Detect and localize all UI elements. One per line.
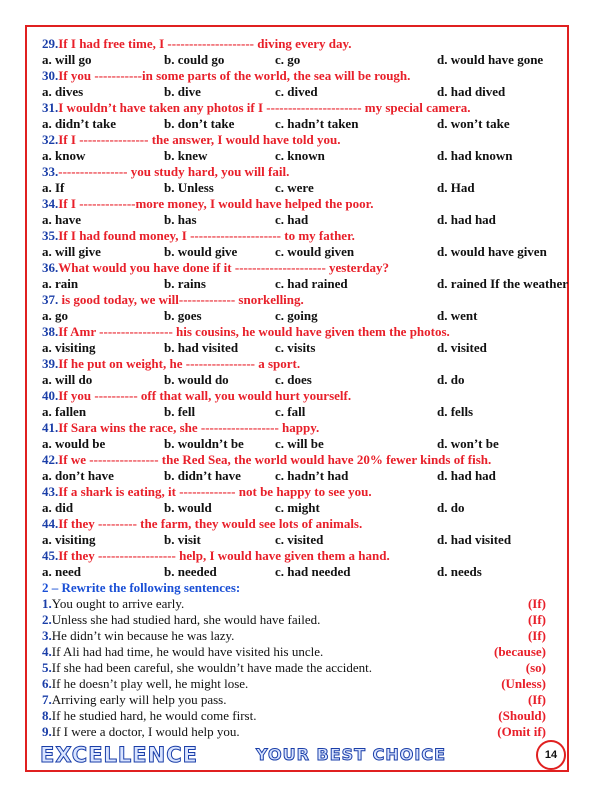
- question-number: 45.: [42, 548, 59, 563]
- option-a: a. go: [42, 308, 68, 323]
- question-text: If I had free time, I -------------------- diving every day.: [58, 36, 352, 51]
- rewrite-item: [42, 612, 552, 628]
- rewrite-item: [42, 676, 552, 692]
- rewrite-number: 4.: [42, 644, 52, 659]
- rewrite-text: If Ali had had time, he would have visited his uncle.: [51, 644, 324, 659]
- question-stem: [42, 452, 552, 468]
- options-row: [42, 564, 552, 580]
- best-choice-banner: YOUR BEST CHOICE: [256, 745, 446, 764]
- option-b: b. dive: [164, 84, 201, 99]
- option-b: b. had visited: [164, 340, 239, 355]
- option-c: c. visits: [275, 340, 316, 355]
- rewrite-hint: (If): [527, 596, 546, 611]
- option-a: a. have: [42, 212, 81, 227]
- question-number: 42.: [42, 452, 59, 467]
- section-heading: 2 – Rewrite the following sentences:: [42, 580, 241, 595]
- question-stem: [42, 132, 552, 148]
- option-a: a. rain: [42, 276, 79, 291]
- rewrite-text: If he doesn’t play well, he might lose.: [51, 676, 249, 691]
- question-text: If Amr ----------------- his cousins, he would have given them the photos.: [58, 324, 450, 339]
- option-d: d. had known: [437, 148, 513, 163]
- question-number: 35.: [42, 228, 59, 243]
- option-d: d. Had: [437, 180, 475, 195]
- page-number-badge: 14: [536, 740, 566, 770]
- option-c: c. might: [275, 500, 320, 515]
- question-text: If a shark is eating, it ------------- not be happy to see you.: [58, 484, 372, 499]
- rewrite-text: Unless she had studied hard, she would have failed.: [51, 612, 321, 627]
- rewrite-hint: (Omit if): [497, 724, 546, 739]
- rewrite-hint: (If): [527, 612, 546, 627]
- option-b: b. has: [164, 212, 197, 227]
- option-a: a. will give: [42, 244, 101, 259]
- option-d: d. had dived: [437, 84, 506, 99]
- option-c: c. were: [275, 180, 314, 195]
- option-c: c. had: [275, 212, 309, 227]
- options-row: [42, 500, 552, 516]
- excellence-banner: EXCELLENCE: [40, 743, 198, 767]
- rewrite-item: [42, 628, 552, 644]
- option-c: c. visited: [275, 532, 324, 547]
- question-number: 32.: [42, 132, 59, 147]
- option-a: a. would be: [42, 436, 106, 451]
- rewrite-hint: (so): [525, 660, 546, 675]
- question-text: I wouldn’t have taken any photos if I ---------------------- my special camera.: [58, 100, 471, 115]
- question-text: If Sara wins the race, she ------------------ happy.: [58, 420, 320, 435]
- rewrite-number: 9.: [42, 724, 52, 739]
- option-c: c. hadn’t had: [275, 468, 349, 483]
- question-text: If they ------------------ help, I would have given them a hand.: [58, 548, 390, 563]
- question-stem: [42, 260, 552, 276]
- option-a: a. did: [42, 500, 74, 515]
- option-d: d. visited: [437, 340, 487, 355]
- option-b: b. visit: [164, 532, 201, 547]
- option-b: b. could go: [164, 52, 225, 67]
- option-a: a. If: [42, 180, 65, 195]
- rewrite-item: [42, 692, 552, 708]
- rewrite-text: He didn’t win because he was lazy.: [51, 628, 235, 643]
- option-c: c. does: [275, 372, 312, 387]
- question-stem: [42, 420, 552, 436]
- option-c: c. will be: [275, 436, 324, 451]
- option-b: b. rains: [164, 276, 206, 291]
- question-number: 30.: [42, 68, 59, 83]
- option-b: b. knew: [164, 148, 208, 163]
- option-d: d. rained If the weather: [437, 276, 569, 291]
- question-number: 36.: [42, 260, 59, 275]
- rewrite-hint: (Unless): [501, 676, 546, 691]
- options-row: [42, 404, 552, 420]
- question-stem: [42, 516, 552, 532]
- rewrite-item: [42, 724, 552, 740]
- options-row: [42, 468, 552, 484]
- option-a: a. fallen: [42, 404, 87, 419]
- question-text: If I -------------more money, I would have helped the poor.: [58, 196, 374, 211]
- question-stem: [42, 68, 552, 84]
- question-text: If you -----------in some parts of the world, the sea will be rough.: [58, 68, 411, 83]
- rewrite-hint: (If): [527, 628, 546, 643]
- options-row: [42, 244, 552, 260]
- options-row: [42, 436, 552, 452]
- option-c: c. would given: [275, 244, 355, 259]
- question-number: 38.: [42, 324, 59, 339]
- question-number: 33.: [42, 164, 59, 179]
- rewrite-item: [42, 644, 552, 660]
- question-text: is good today, we will------------- snorkelling.: [58, 292, 304, 307]
- option-d: d. would have given: [437, 244, 547, 259]
- option-a: a. visiting: [42, 340, 96, 355]
- question-stem: [42, 484, 552, 500]
- option-d: d. had had: [437, 468, 496, 483]
- options-row: [42, 148, 552, 164]
- question-stem: [42, 36, 552, 52]
- question-text: If you ---------- off that wall, you would hurt yourself.: [58, 388, 352, 403]
- option-d: d. would have gone: [437, 52, 544, 67]
- rewrite-item: [42, 660, 552, 676]
- question-number: 44.: [42, 516, 59, 531]
- rewrite-number: 3.: [42, 628, 52, 643]
- options-row: [42, 52, 552, 68]
- options-row: [42, 180, 552, 196]
- option-a: a. know: [42, 148, 86, 163]
- question-text: What would you have done if it --------------------- yesterday?: [58, 260, 389, 275]
- options-row: [42, 340, 552, 356]
- rewrite-text: You ought to arrive early.: [51, 596, 185, 611]
- question-number: 31.: [42, 100, 59, 115]
- rewrite-item: [42, 708, 552, 724]
- rewrite-number: 5.: [42, 660, 52, 675]
- option-d: d. do: [437, 372, 465, 387]
- rewrite-number: 8.: [42, 708, 52, 723]
- option-b: b. would do: [164, 372, 229, 387]
- question-text: ---------------- you study hard, you will fail.: [58, 164, 290, 179]
- option-d: d. needs: [437, 564, 482, 579]
- question-stem: [42, 292, 552, 308]
- option-b: b. would: [164, 500, 212, 515]
- rewrite-number: 6.: [42, 676, 52, 691]
- question-stem: [42, 164, 552, 180]
- rewrite-hint: (because): [494, 644, 546, 659]
- question-number: 43.: [42, 484, 59, 499]
- options-row: [42, 276, 569, 292]
- rewrite-hint: (If): [527, 692, 546, 707]
- option-d: d. do: [437, 500, 465, 515]
- question-stem: [42, 228, 552, 244]
- option-c: c. hadn’t taken: [275, 116, 359, 131]
- question-stem: [42, 388, 552, 404]
- option-c: c. going: [275, 308, 318, 323]
- question-stem: [42, 324, 552, 340]
- question-stem: [42, 100, 552, 116]
- option-b: b. fell: [164, 404, 196, 419]
- option-a: a. need: [42, 564, 81, 579]
- rewrite-number: 2.: [42, 612, 52, 627]
- option-d: d. had visited: [437, 532, 512, 547]
- option-b: b. would give: [164, 244, 238, 259]
- option-d: d. won’t be: [437, 436, 499, 451]
- option-d: d. won’t take: [437, 116, 510, 131]
- rewrite-list: [42, 596, 552, 740]
- option-a: a. don’t have: [42, 468, 114, 483]
- option-b: b. Unless: [164, 180, 214, 195]
- option-a: a. visiting: [42, 532, 96, 547]
- options-row: [42, 84, 552, 100]
- question-number: 37.: [42, 292, 59, 307]
- options-row: [42, 116, 552, 132]
- question-number: 29.: [42, 36, 59, 51]
- question-text: If we ---------------- the Red Sea, the world would have 20% fewer kinds of fish.: [58, 452, 492, 467]
- option-a: a. dives: [42, 84, 84, 99]
- rewrite-text: If I were a doctor, I would help you.: [51, 724, 240, 739]
- options-row: [42, 372, 552, 388]
- option-a: a. will do: [42, 372, 93, 387]
- rewrite-number: 1.: [42, 596, 52, 611]
- option-c: c. had rained: [275, 276, 348, 291]
- option-b: b. needed: [164, 564, 217, 579]
- option-a: a. will go: [42, 52, 92, 67]
- question-number: 39.: [42, 356, 59, 371]
- option-b: b. didn’t have: [164, 468, 241, 483]
- question-text: If I had found money, I --------------------- to my father.: [58, 228, 355, 243]
- option-c: c. fall: [275, 404, 306, 419]
- option-c: c. had needed: [275, 564, 351, 579]
- option-d: d. fells: [437, 404, 474, 419]
- options-row: [42, 532, 552, 548]
- option-c: c. known: [275, 148, 325, 163]
- option-d: d. went: [437, 308, 478, 323]
- question-number: 41.: [42, 420, 59, 435]
- question-text: If he put on weight, he ---------------- a sport.: [58, 356, 301, 371]
- question-number: 40.: [42, 388, 59, 403]
- option-b: b. goes: [164, 308, 202, 323]
- question-number: 34.: [42, 196, 59, 211]
- worksheet-content: [42, 36, 569, 740]
- question-stem: [42, 356, 552, 372]
- rewrite-number: 7.: [42, 692, 52, 707]
- option-a: a. didn’t take: [42, 116, 117, 131]
- question-stem: [42, 196, 552, 212]
- options-row: [42, 212, 552, 228]
- mcq-list: [42, 36, 569, 580]
- rewrite-text: Arriving early will help you pass.: [51, 692, 227, 707]
- option-b: b. wouldn’t be: [164, 436, 244, 451]
- rewrite-item: [42, 596, 552, 612]
- option-d: d. had had: [437, 212, 496, 227]
- rewrite-text: If she had been careful, she wouldn’t have made the accident.: [51, 660, 373, 675]
- question-text: If I ---------------- the answer, I would have told you.: [58, 132, 341, 147]
- rewrite-text: If he studied hard, he would come first.: [51, 708, 257, 723]
- option-b: b. don’t take: [164, 116, 235, 131]
- options-row: [42, 308, 552, 324]
- footer: [40, 742, 570, 770]
- rewrite-hint: (Should): [498, 708, 546, 723]
- option-c: c. go: [275, 52, 301, 67]
- option-c: c. dived: [275, 84, 318, 99]
- question-text: If they --------- the farm, they would see lots of animals.: [58, 516, 363, 531]
- question-stem: [42, 548, 552, 564]
